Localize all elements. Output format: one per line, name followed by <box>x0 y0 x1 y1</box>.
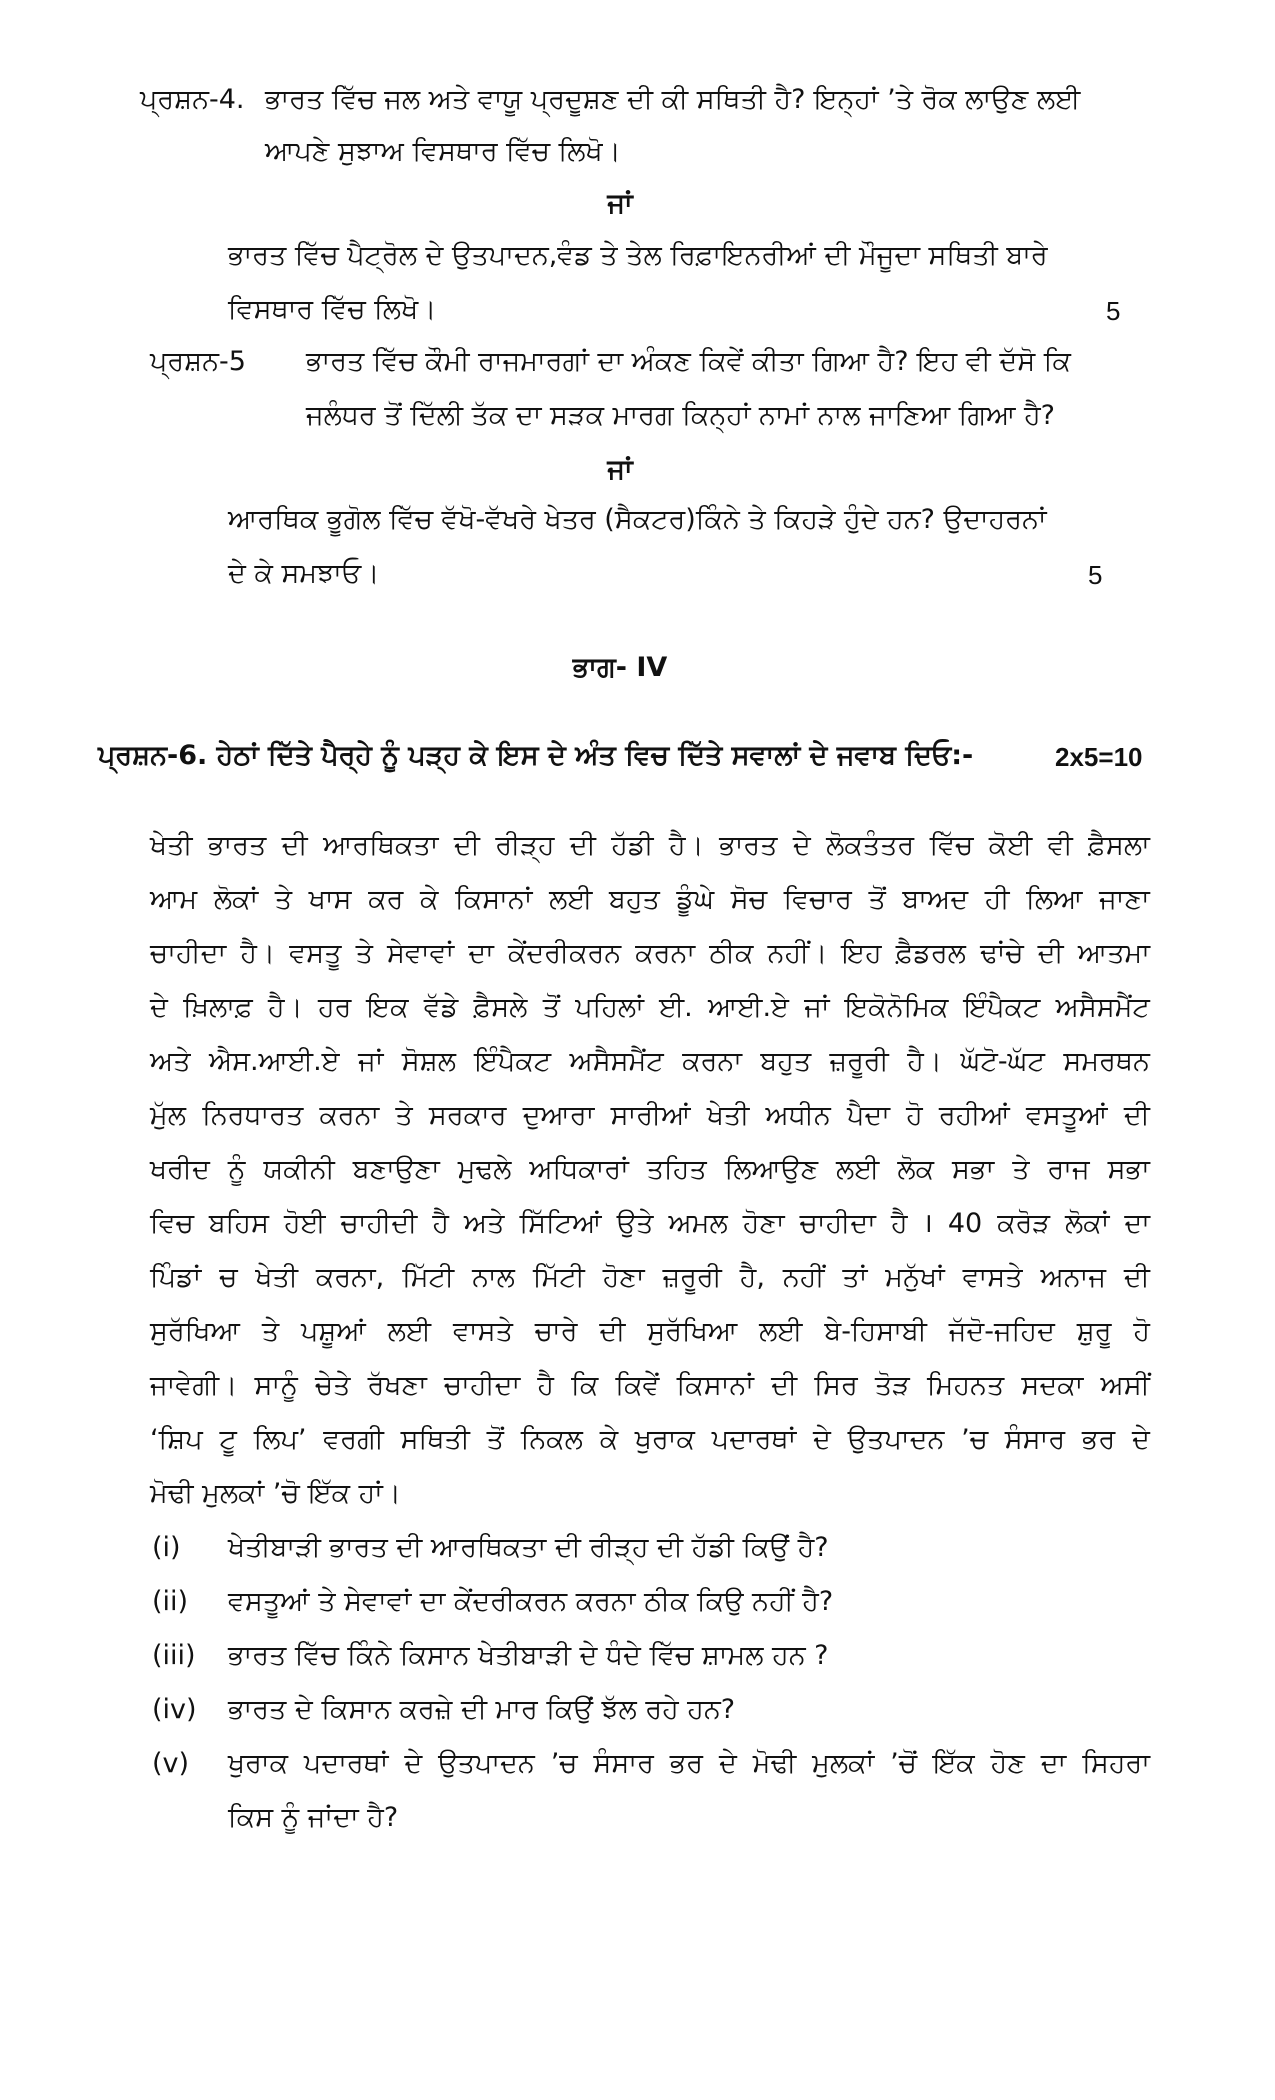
section-heading: ਭਾਗ- IV <box>572 652 668 683</box>
question-text: ਭਾਰਤ ਵਿੱਚ ਕਿੰਨੇ ਕਿਸਾਨ ਖੇਤੀਬਾੜੀ ਦੇ ਧੰਦੇ ਵਿੱਚ ਸ਼ਾਮਲ ਹਨ ? <box>228 1640 829 1671</box>
q5-alt-line-1: ਆਰਥਿਕ ਭੂਗੋਲ ਵਿੱਚ ਵੱਖੋ-ਵੱਖਰੇ ਖੇਤਰ (ਸੈਕਟਰ)ਕਿੰਨੇ ਤੇ ਕਿਹੜੇ ਹੁੰਦੇ ਹਨ? ਉਦਾਹਰਨਾਂ <box>228 504 1047 535</box>
passage-line: ‘ਸ਼ਿਪ ਟੂ ਲਿਪ’ ਵਰਗੀ ਸਥਿਤੀ ਤੋਂ ਨਿਕਲ ਕੇ ਖੁਰਾਕ ਪਦਾਰਥਾਂ ਦੇ ਉਤਪਾਦਨ ’ਚ ਸੰਸਾਰ ਭਰ ਦੇ <box>150 1424 1150 1455</box>
passage-line: ਪਿੰਡਾਂ ਚ ਖੇਤੀ ਕਰਨਾ, ਮਿੱਟੀ ਨਾਲ ਮਿੱਟੀ ਹੋਣਾ ਜ਼ਰੂਰੀ ਹੈ, ਨਹੀਂ ਤਾਂ ਮਨੁੱਖਾਂ ਵਾਸਤੇ ਅਨਾਜ ਦੀ <box>150 1262 1150 1293</box>
q5-line-2: ਜਲੰਧਰ ਤੋਂ ਦਿੱਲੀ ਤੱਕ ਦਾ ਸੜਕ ਮਾਰਗ ਕਿਨ੍ਹਾਂ ਨਾਮਾਂ ਨਾਲ ਜਾਣਿਆ ਗਿਆ ਹੈ? <box>306 400 1056 431</box>
q4-alt-line-2: ਵਿਸਥਾਰ ਵਿੱਚ ਲਿਖੋ। <box>228 294 437 325</box>
question-number: (v) <box>152 1748 190 1779</box>
q5-alt-line-2: ਦੇ ਕੇ ਸਮਝਾਓ। <box>228 558 380 589</box>
passage-line: ਦੇ ਖ਼ਿਲਾਫ਼ ਹੈ। ਹਰ ਇਕ ਵੱਡੇ ਫ਼ੈਸਲੇ ਤੋਂ ਪਹਿਲਾਂ ਈ. ਆਈ.ਏ ਜਾਂ ਇਕੋਨੋਮਿਕ ਇੰਪੈਕਟ ਅਸੈਸਮੈਂਟ <box>150 992 1150 1023</box>
question-text: ਭਾਰਤ ਦੇ ਕਿਸਾਨ ਕਰਜ਼ੇ ਦੀ ਮਾਰ ਕਿਉਂ ਝੱਲ ਰਹੇ ਹਨ? <box>228 1694 736 1725</box>
q4-alt-line-1: ਭਾਰਤ ਵਿੱਚ ਪੈਟ੍ਰੋਲ ਦੇ ਉਤਪਾਦਨ,ਵੰਡ ਤੇ ਤੇਲ ਰਿਫ਼ਾਇਨਰੀਆਂ ਦੀ ਮੌਜੂਦਾ ਸਥਿਤੀ ਬਾਰੇ <box>228 240 1048 271</box>
passage-line: ਮੁੱਲ ਨਿਰਧਾਰਤ ਕਰਨਾ ਤੇ ਸਰਕਾਰ ਦੁਆਰਾ ਸਾਰੀਆਂ ਖੇਤੀ ਅਧੀਨ ਪੈਦਾ ਹੋ ਰਹੀਆਂ ਵਸਤੂਆਂ ਦੀ <box>150 1100 1150 1131</box>
q4-line-2: ਆਪਣੇ ਸੁਝਾਅ ਵਿਸਥਾਰ ਵਿੱਚ ਲਿਖੋ। <box>265 136 621 167</box>
question-text: ਖੇਤੀਬਾੜੀ ਭਾਰਤ ਦੀ ਆਰਥਿਕਤਾ ਦੀ ਰੀੜ੍ਹ ਦੀ ਹੱਡੀ ਕਿਉਂ ਹੈ? <box>228 1532 829 1563</box>
question-number: (iii) <box>152 1640 196 1671</box>
question-text: ਖੁਰਾਕ ਪਦਾਰਥਾਂ ਦੇ ਉਤਪਾਦਨ ’ਚ ਸੰਸਾਰ ਭਰ ਦੇ ਮੋਢੀ ਮੁਲਕਾਂ ’ਚੋਂ ਇੱਕ ਹੋਣ ਦਾ ਸਿਹਰਾ <box>228 1748 1150 1779</box>
q6-heading: ਪ੍ਰਸ਼ਨ-6. ਹੇਠਾਂ ਦਿੱਤੇ ਪੈਰ੍ਹੇ ਨੂੰ ਪੜ੍ਹ ਕੇ ਇਸ ਦੇ ਅੰਤ ਵਿਚ ਦਿੱਤੇ ਸਵਾਲਾਂ ਦੇ ਜਵਾਬ ਦਿਓ:- <box>98 740 974 771</box>
passage-line: ਚਾਹੀਦਾ ਹੈ। ਵਸਤੂ ਤੇ ਸੇਵਾਵਾਂ ਦਾ ਕੇਂਦਰੀਕਰਨ ਕਰਨਾ ਠੀਕ ਨਹੀਂ। ਇਹ ਫ਼ੈਡਰਲ ਢਾਂਚੇ ਦੀ ਆਤਮਾ <box>150 938 1150 969</box>
q5-label: ਪ੍ਰਸ਼ਨ-5 <box>150 346 246 377</box>
question-text: ਕਿਸ ਨੂੰ ਜਾਂਦਾ ਹੈ? <box>228 1802 399 1833</box>
passage-line: ਮੋਢੀ ਮੁਲਕਾਂ ’ਚੋ ਇੱਕ ਹਾਂ। <box>150 1478 402 1509</box>
q5-line-1: ਭਾਰਤ ਵਿੱਚ ਕੌਮੀ ਰਾਜਮਾਰਗਾਂ ਦਾ ਅੰਕਣ ਕਿਵੇਂ ਕੀਤਾ ਗਿਆ ਹੈ? ਇਹ ਵੀ ਦੱਸੋ ਕਿ <box>306 346 1071 377</box>
question-text: ਵਸਤੂਆਂ ਤੇ ਸੇਵਾਵਾਂ ਦਾ ਕੇਂਦਰੀਕਰਨ ਕਰਨਾ ਠੀਕ ਕਿਉ ਨਹੀਂ ਹੈ? <box>228 1586 834 1617</box>
passage-line: ਖੇਤੀ ਭਾਰਤ ਦੀ ਆਰਥਿਕਤਾ ਦੀ ਰੀੜ੍ਹ ਦੀ ਹੱਡੀ ਹੈ। ਭਾਰਤ ਦੇ ਲੋਕਤੰਤਰ ਵਿੱਚ ਕੋਈ ਵੀ ਫ਼ੈਸਲਾ <box>150 830 1150 861</box>
passage-line: ਆਮ ਲੋਕਾਂ ਤੇ ਖਾਸ ਕਰ ਕੇ ਕਿਸਾਨਾਂ ਲਈ ਬਹੁਤ ਡੂੰਘੇ ਸੋਚ ਵਿਚਾਰ ਤੋਂ ਬਾਅਦ ਹੀ ਲਿਆ ਜਾਣਾ <box>150 884 1150 915</box>
passage-line: ਵਿਚ ਬਹਿਸ ਹੋਈ ਚਾਹੀਦੀ ਹੈ ਅਤੇ ਸਿੱਟਿਆਂ ਉਤੇ ਅਮਲ ਹੋਣਾ ਚਾਹੀਦਾ ਹੈ । 40 ਕਰੋੜ ਲੋਕਾਂ ਦਾ <box>150 1208 1150 1239</box>
q4-marks: 5 <box>1106 296 1121 326</box>
passage-line: ਜਾਵੇਗੀ। ਸਾਨੂੰ ਚੇਤੇ ਰੱਖਣਾ ਚਾਹੀਦਾ ਹੈ ਕਿ ਕਿਵੇਂ ਕਿਸਾਨਾਂ ਦੀ ਸਿਰ ਤੋੜ ਮਿਹਨਤ ਸਦਕਾ ਅਸੀਂ <box>150 1370 1150 1401</box>
question-number: (i) <box>152 1532 181 1563</box>
q4-line-1: ਭਾਰਤ ਵਿੱਚ ਜਲ ਅਤੇ ਵਾਯੂ ਪ੍ਰਦੂਸ਼ਣ ਦੀ ਕੀ ਸਥਿਤੀ ਹੈ? ਇਨ੍ਹਾਂ ’ਤੇ ਰੋਕ ਲਾਉਣ ਲਈ <box>265 84 1081 115</box>
q5-marks: 5 <box>1088 560 1103 590</box>
passage-line: ਅਤੇ ਐਸ.ਆਈ.ਏ ਜਾਂ ਸੋਸ਼ਲ ਇੰਪੈਕਟ ਅਸੈਸਮੈਂਟ ਕਰਨਾ ਬਹੁਤ ਜ਼ਰੂਰੀ ਹੈ। ਘੱਟੋ-ਘੱਟ ਸਮਰਥਨ <box>150 1046 1150 1077</box>
question-number: (ii) <box>152 1586 189 1617</box>
passage-line: ਸੁਰੱਖਿਆ ਤੇ ਪਸ਼ੂਆਂ ਲਈ ਵਾਸਤੇ ਚਾਰੇ ਦੀ ਸੁਰੱਖਿਆ ਲਈ ਬੇ-ਹਿਸਾਬੀ ਜੱਦੋ-ਜਹਿਦ ਸ਼ੁਰੂ ਹੋ <box>150 1316 1150 1347</box>
passage-line: ਖਰੀਦ ਨੂੰ ਯਕੀਨੀ ਬਣਾਉਣਾ ਮੁਢਲੇ ਅਧਿਕਾਰਾਂ ਤਹਿਤ ਲਿਆਉਣ ਲਈ ਲੋਕ ਸਭਾ ਤੇ ਰਾਜ ਸਭਾ <box>150 1154 1150 1185</box>
q5-or: ਜਾਂ <box>607 454 633 485</box>
question-number: (iv) <box>152 1694 197 1725</box>
q4-or: ਜਾਂ <box>607 188 633 219</box>
q6-marks: 2x5=10 <box>1055 742 1143 772</box>
q4-label: ਪ੍ਰਸ਼ਨ-4. <box>140 84 245 115</box>
